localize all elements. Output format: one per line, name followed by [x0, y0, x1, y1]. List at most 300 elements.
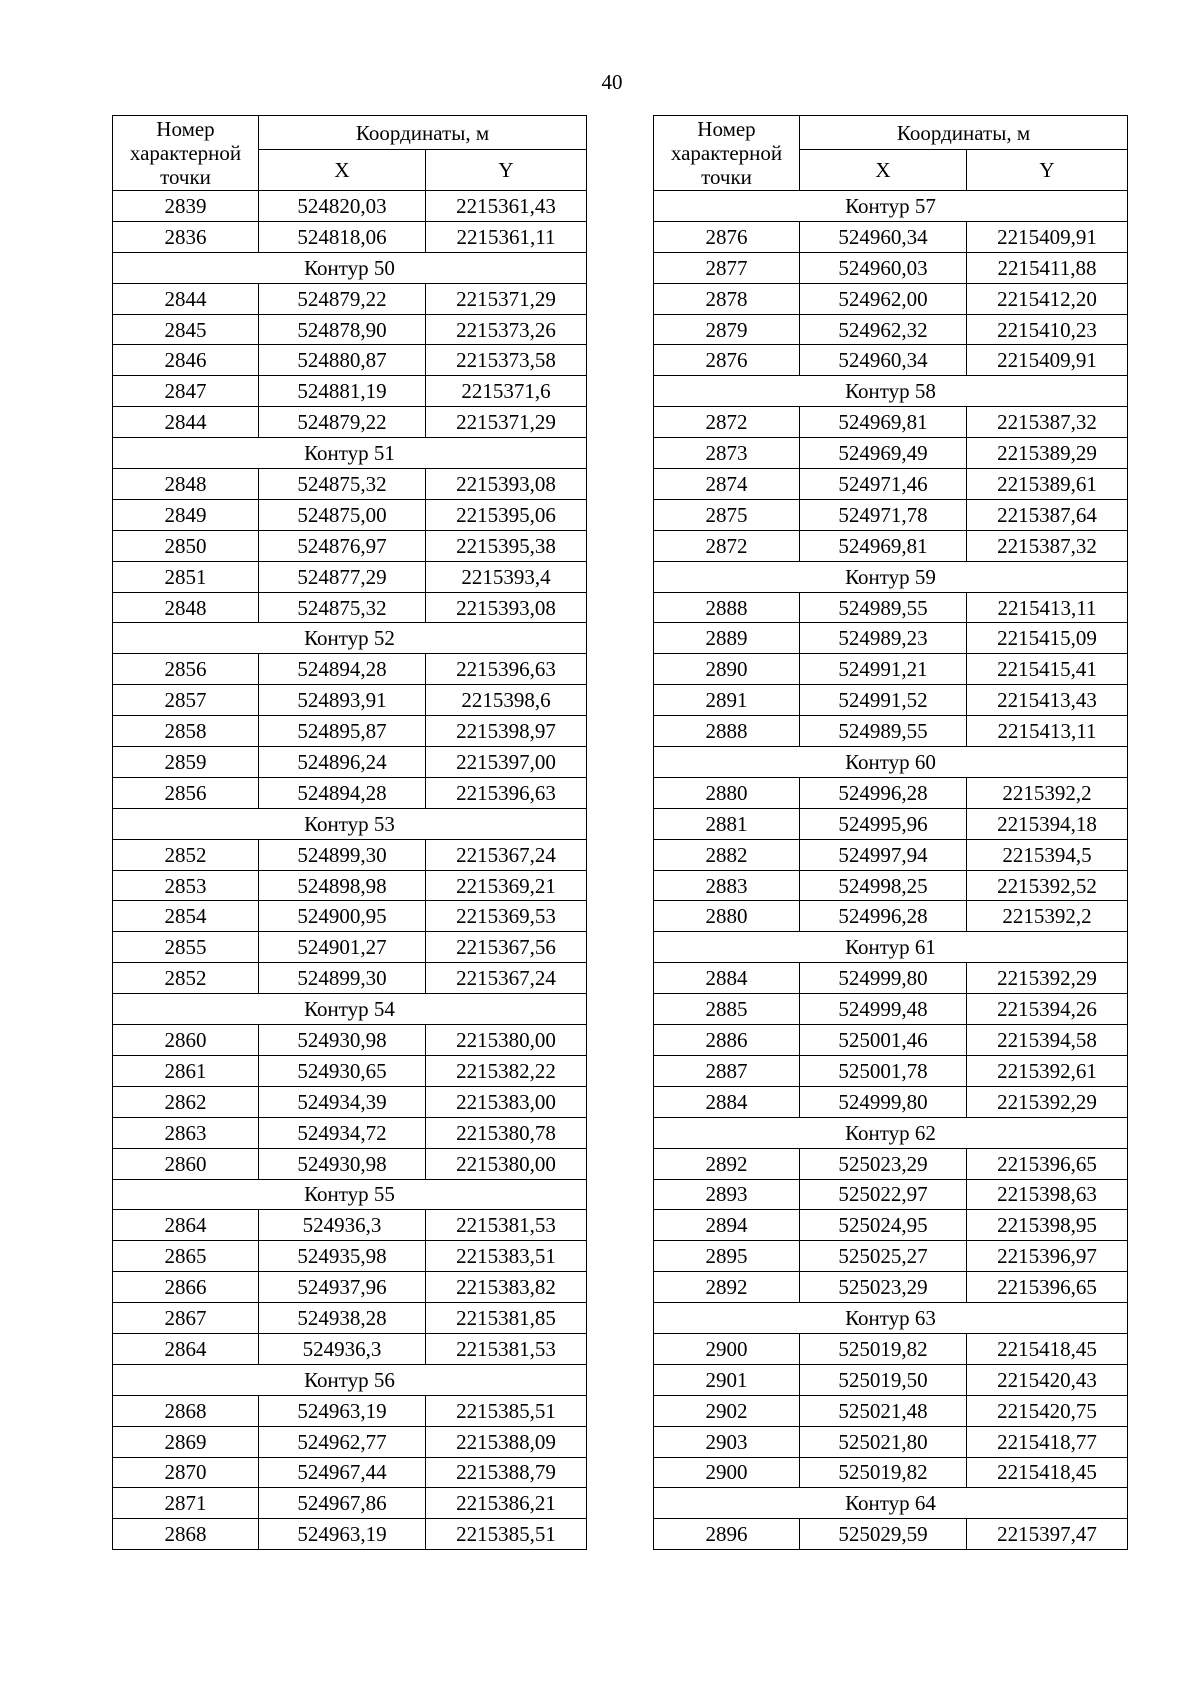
- x-coordinate: 524937,96: [259, 1272, 426, 1303]
- y-coordinate: 2215420,75: [967, 1395, 1128, 1426]
- point-number: 2849: [113, 499, 259, 530]
- point-number: 2894: [654, 1210, 800, 1241]
- x-coordinate: 524969,81: [800, 530, 967, 561]
- table-row: [113, 407, 587, 438]
- point-number: 2844: [113, 407, 259, 438]
- point-number: 2857: [113, 685, 259, 716]
- table-row: [654, 685, 1128, 716]
- point-number: 2902: [654, 1395, 800, 1426]
- contour-heading: Контур 60: [654, 747, 1128, 778]
- y-coordinate: 2215396,65: [967, 1148, 1128, 1179]
- x-coordinate: 524875,00: [259, 499, 426, 530]
- x-coordinate: 524967,44: [259, 1457, 426, 1488]
- table-row: [113, 1519, 587, 1550]
- point-number: 2856: [113, 654, 259, 685]
- table-row: [113, 1241, 587, 1272]
- contour-heading-row: [654, 747, 1128, 778]
- coordinates-table-right: [653, 115, 1128, 1550]
- point-number: 2888: [654, 592, 800, 623]
- y-coordinate: 2215381,53: [426, 1210, 587, 1241]
- contour-heading-row: [113, 808, 587, 839]
- contour-heading: Контур 61: [654, 932, 1128, 963]
- point-number: 2877: [654, 252, 800, 283]
- point-number: 2853: [113, 870, 259, 901]
- table-row: [654, 530, 1128, 561]
- x-coordinate: 524971,46: [800, 469, 967, 500]
- contour-heading: Контур 62: [654, 1117, 1128, 1148]
- x-coordinate: 525021,48: [800, 1395, 967, 1426]
- point-number: 2882: [654, 839, 800, 870]
- table-row: [654, 1519, 1128, 1550]
- table-row: [654, 839, 1128, 870]
- table-row: [654, 438, 1128, 469]
- table-row: [654, 716, 1128, 747]
- x-coordinate: 524895,87: [259, 716, 426, 747]
- x-coordinate: 524962,32: [800, 314, 967, 345]
- y-coordinate: 2215386,21: [426, 1488, 587, 1519]
- y-coordinate: 2215373,58: [426, 345, 587, 376]
- contour-heading-row: [654, 561, 1128, 592]
- table-row: [654, 963, 1128, 994]
- x-coordinate: 525023,29: [800, 1148, 967, 1179]
- y-coordinate: 2215396,63: [426, 777, 587, 808]
- y-coordinate: 2215412,20: [967, 283, 1128, 314]
- x-coordinate: 524971,78: [800, 499, 967, 530]
- point-number: 2893: [654, 1179, 800, 1210]
- contour-heading-row: [654, 1303, 1128, 1334]
- y-coordinate: 2215418,45: [967, 1333, 1128, 1364]
- x-coordinate: 524999,80: [800, 963, 967, 994]
- table-row: [654, 654, 1128, 685]
- header-x: X: [800, 150, 967, 191]
- contour-heading: Контур 63: [654, 1303, 1128, 1334]
- table-row: [654, 469, 1128, 500]
- x-coordinate: 524878,90: [259, 314, 426, 345]
- point-number: 2872: [654, 407, 800, 438]
- table-row: [113, 1272, 587, 1303]
- contour-heading: Контур 51: [113, 438, 587, 469]
- table-row: [113, 314, 587, 345]
- table-row: [654, 1148, 1128, 1179]
- table-row: [654, 314, 1128, 345]
- y-coordinate: 2215420,43: [967, 1364, 1128, 1395]
- x-coordinate: 524996,28: [800, 777, 967, 808]
- table-row: [113, 901, 587, 932]
- x-coordinate: 525023,29: [800, 1272, 967, 1303]
- x-coordinate: 524967,86: [259, 1488, 426, 1519]
- y-coordinate: 2215411,88: [967, 252, 1128, 283]
- table-row: [113, 685, 587, 716]
- y-coordinate: 2215398,6: [426, 685, 587, 716]
- y-coordinate: 2215385,51: [426, 1395, 587, 1426]
- y-coordinate: 2215413,11: [967, 592, 1128, 623]
- table-row: [113, 870, 587, 901]
- y-coordinate: 2215389,29: [967, 438, 1128, 469]
- x-coordinate: 524999,80: [800, 1086, 967, 1117]
- y-coordinate: 2215410,23: [967, 314, 1128, 345]
- point-number: 2854: [113, 901, 259, 932]
- y-coordinate: 2215394,18: [967, 808, 1128, 839]
- point-number: 2887: [654, 1055, 800, 1086]
- x-coordinate: 524991,52: [800, 685, 967, 716]
- table-row: [654, 499, 1128, 530]
- y-coordinate: 2215395,38: [426, 530, 587, 561]
- point-number: 2848: [113, 469, 259, 500]
- y-coordinate: 2215392,29: [967, 963, 1128, 994]
- point-number: 2839: [113, 191, 259, 222]
- x-coordinate: 524960,03: [800, 252, 967, 283]
- point-number: 2884: [654, 1086, 800, 1117]
- x-coordinate: 524991,21: [800, 654, 967, 685]
- table-row: [113, 1426, 587, 1457]
- contour-heading: Контур 54: [113, 994, 587, 1025]
- x-coordinate: 525025,27: [800, 1241, 967, 1272]
- table-row: [113, 1086, 587, 1117]
- table-row: [654, 1025, 1128, 1056]
- x-coordinate: 525001,46: [800, 1025, 967, 1056]
- point-number: 2885: [654, 994, 800, 1025]
- table-row: [113, 469, 587, 500]
- y-coordinate: 2215415,41: [967, 654, 1128, 685]
- y-coordinate: 2215380,00: [426, 1025, 587, 1056]
- x-coordinate: 524820,03: [259, 191, 426, 222]
- contour-heading-row: [654, 376, 1128, 407]
- point-number: 2868: [113, 1395, 259, 1426]
- table-row: [654, 623, 1128, 654]
- table-row: [654, 870, 1128, 901]
- x-coordinate: 524996,28: [800, 901, 967, 932]
- x-coordinate: 524896,24: [259, 747, 426, 778]
- y-coordinate: 2215369,21: [426, 870, 587, 901]
- x-coordinate: 524930,98: [259, 1148, 426, 1179]
- table-row: [654, 592, 1128, 623]
- x-coordinate: 524879,22: [259, 283, 426, 314]
- x-coordinate: 524995,96: [800, 808, 967, 839]
- y-coordinate: 2215369,53: [426, 901, 587, 932]
- y-coordinate: 2215382,22: [426, 1055, 587, 1086]
- y-coordinate: 2215413,43: [967, 685, 1128, 716]
- contour-heading: Контур 52: [113, 623, 587, 654]
- contour-heading-row: [113, 438, 587, 469]
- x-coordinate: 524934,39: [259, 1086, 426, 1117]
- x-coordinate: 524818,06: [259, 221, 426, 252]
- table-row: [654, 221, 1128, 252]
- point-number: 2861: [113, 1055, 259, 1086]
- point-number: 2870: [113, 1457, 259, 1488]
- point-number: 2872: [654, 530, 800, 561]
- contour-heading-row: [113, 252, 587, 283]
- point-number: 2888: [654, 716, 800, 747]
- point-number: 2900: [654, 1457, 800, 1488]
- point-number: 2901: [654, 1364, 800, 1395]
- x-coordinate: 524875,32: [259, 592, 426, 623]
- table-row: [113, 1210, 587, 1241]
- table-row: [654, 1210, 1128, 1241]
- y-coordinate: 2215381,85: [426, 1303, 587, 1334]
- y-coordinate: 2215392,52: [967, 870, 1128, 901]
- point-number: 2900: [654, 1333, 800, 1364]
- point-number: 2852: [113, 963, 259, 994]
- x-coordinate: 524900,95: [259, 901, 426, 932]
- y-coordinate: 2215387,32: [967, 530, 1128, 561]
- point-number: 2891: [654, 685, 800, 716]
- y-coordinate: 2215397,47: [967, 1519, 1128, 1550]
- x-coordinate: 525001,78: [800, 1055, 967, 1086]
- point-number: 2851: [113, 561, 259, 592]
- y-coordinate: 2215367,24: [426, 963, 587, 994]
- table-row: [113, 499, 587, 530]
- contour-heading-row: [113, 623, 587, 654]
- y-coordinate: 2215388,79: [426, 1457, 587, 1488]
- contour-heading-row: [654, 1488, 1128, 1519]
- point-number: 2874: [654, 469, 800, 500]
- table-row: [113, 376, 587, 407]
- table-row: [113, 932, 587, 963]
- x-coordinate: 524899,30: [259, 839, 426, 870]
- y-coordinate: 2215388,09: [426, 1426, 587, 1457]
- point-number: 2867: [113, 1303, 259, 1334]
- table-row: [113, 747, 587, 778]
- x-coordinate: 524999,48: [800, 994, 967, 1025]
- point-number: 2866: [113, 1272, 259, 1303]
- x-coordinate: 524963,19: [259, 1395, 426, 1426]
- table-row: [113, 1333, 587, 1364]
- x-coordinate: 524901,27: [259, 932, 426, 963]
- y-coordinate: 2215409,91: [967, 221, 1128, 252]
- table-row: [654, 1272, 1128, 1303]
- point-number: 2881: [654, 808, 800, 839]
- x-coordinate: 524894,28: [259, 777, 426, 808]
- x-coordinate: 524936,3: [259, 1210, 426, 1241]
- table-row: [113, 1488, 587, 1519]
- y-coordinate: 2215396,97: [967, 1241, 1128, 1272]
- point-number: 2880: [654, 777, 800, 808]
- contour-heading: Контур 57: [654, 191, 1128, 222]
- header-y: Y: [426, 150, 587, 191]
- x-coordinate: 524989,23: [800, 623, 967, 654]
- x-coordinate: 524935,98: [259, 1241, 426, 1272]
- table-row: [113, 1055, 587, 1086]
- y-coordinate: 2215361,43: [426, 191, 587, 222]
- y-coordinate: 2215394,26: [967, 994, 1128, 1025]
- point-number: 2860: [113, 1025, 259, 1056]
- contour-heading-row: [654, 932, 1128, 963]
- table-row: [654, 1086, 1128, 1117]
- x-coordinate: 524875,32: [259, 469, 426, 500]
- contour-heading: Контур 53: [113, 808, 587, 839]
- point-number: 2883: [654, 870, 800, 901]
- table-row: [654, 1457, 1128, 1488]
- contour-heading-row: [654, 191, 1128, 222]
- y-coordinate: 2215385,51: [426, 1519, 587, 1550]
- x-coordinate: 524963,19: [259, 1519, 426, 1550]
- contour-heading: Контур 56: [113, 1364, 587, 1395]
- x-coordinate: 525024,95: [800, 1210, 967, 1241]
- y-coordinate: 2215394,58: [967, 1025, 1128, 1056]
- point-number: 2859: [113, 747, 259, 778]
- point-number: 2844: [113, 283, 259, 314]
- point-number: 2890: [654, 654, 800, 685]
- y-coordinate: 2215413,11: [967, 716, 1128, 747]
- table-row: [113, 1395, 587, 1426]
- table-row: [113, 1025, 587, 1056]
- y-coordinate: 2215371,29: [426, 283, 587, 314]
- table-row: [113, 345, 587, 376]
- header-coordinates: Координаты, м: [800, 116, 1128, 150]
- table-row: [113, 1117, 587, 1148]
- y-coordinate: 2215398,97: [426, 716, 587, 747]
- point-number: 2858: [113, 716, 259, 747]
- y-coordinate: 2215395,06: [426, 499, 587, 530]
- x-coordinate: 525019,82: [800, 1457, 967, 1488]
- header-x: X: [259, 150, 426, 191]
- table-row: [654, 1241, 1128, 1272]
- point-number: 2871: [113, 1488, 259, 1519]
- point-number: 2863: [113, 1117, 259, 1148]
- table-row: [113, 191, 587, 222]
- y-coordinate: 2215373,26: [426, 314, 587, 345]
- table-row: [654, 283, 1128, 314]
- y-coordinate: 2215389,61: [967, 469, 1128, 500]
- point-number: 2892: [654, 1148, 800, 1179]
- x-coordinate: 524894,28: [259, 654, 426, 685]
- table-row: [113, 777, 587, 808]
- point-number: 2868: [113, 1519, 259, 1550]
- y-coordinate: 2215393,08: [426, 592, 587, 623]
- point-number: 2895: [654, 1241, 800, 1272]
- point-number: 2903: [654, 1426, 800, 1457]
- y-coordinate: 2215393,08: [426, 469, 587, 500]
- point-number: 2836: [113, 221, 259, 252]
- y-coordinate: 2215398,63: [967, 1179, 1128, 1210]
- header-point-number: Номер характерной точки: [654, 116, 800, 191]
- x-coordinate: 524969,49: [800, 438, 967, 469]
- y-coordinate: 2215392,61: [967, 1055, 1128, 1086]
- table-row: [113, 963, 587, 994]
- x-coordinate: 525022,97: [800, 1179, 967, 1210]
- contour-heading: Контур 55: [113, 1179, 587, 1210]
- point-number: 2860: [113, 1148, 259, 1179]
- point-number: 2856: [113, 777, 259, 808]
- y-coordinate: 2215418,77: [967, 1426, 1128, 1457]
- page-number: 40: [601, 70, 623, 94]
- y-coordinate: 2215392,2: [967, 777, 1128, 808]
- contour-heading-row: [654, 1117, 1128, 1148]
- x-coordinate: 525019,82: [800, 1333, 967, 1364]
- table-row: [113, 530, 587, 561]
- point-number: 2876: [654, 221, 800, 252]
- point-number: 2846: [113, 345, 259, 376]
- x-coordinate: 524960,34: [800, 345, 967, 376]
- point-number: 2880: [654, 901, 800, 932]
- table-row: [654, 1179, 1128, 1210]
- table-row: [654, 994, 1128, 1025]
- x-coordinate: 525029,59: [800, 1519, 967, 1550]
- y-coordinate: 2215392,29: [967, 1086, 1128, 1117]
- x-coordinate: 524879,22: [259, 407, 426, 438]
- contour-heading-row: [113, 994, 587, 1025]
- y-coordinate: 2215381,53: [426, 1333, 587, 1364]
- table-row: [113, 1457, 587, 1488]
- y-coordinate: 2215371,6: [426, 376, 587, 407]
- y-coordinate: 2215394,5: [967, 839, 1128, 870]
- header-coordinates: Координаты, м: [259, 116, 587, 150]
- x-coordinate: 524877,29: [259, 561, 426, 592]
- y-coordinate: 2215367,24: [426, 839, 587, 870]
- point-number: 2869: [113, 1426, 259, 1457]
- y-coordinate: 2215396,65: [967, 1272, 1128, 1303]
- point-number: 2873: [654, 438, 800, 469]
- x-coordinate: 525019,50: [800, 1364, 967, 1395]
- table-row: [654, 901, 1128, 932]
- point-number: 2879: [654, 314, 800, 345]
- y-coordinate: 2215387,64: [967, 499, 1128, 530]
- point-number: 2850: [113, 530, 259, 561]
- contour-heading: Контур 50: [113, 252, 587, 283]
- x-coordinate: 524936,3: [259, 1333, 426, 1364]
- point-number: 2845: [113, 314, 259, 345]
- x-coordinate: 524930,65: [259, 1055, 426, 1086]
- x-coordinate: 524930,98: [259, 1025, 426, 1056]
- y-coordinate: 2215380,00: [426, 1148, 587, 1179]
- y-coordinate: 2215387,32: [967, 407, 1128, 438]
- table-row: [654, 777, 1128, 808]
- x-coordinate: 524962,00: [800, 283, 967, 314]
- x-coordinate: 524893,91: [259, 685, 426, 716]
- table-row: [654, 1395, 1128, 1426]
- x-coordinate: 524934,72: [259, 1117, 426, 1148]
- x-coordinate: 524989,55: [800, 592, 967, 623]
- point-number: 2884: [654, 963, 800, 994]
- header-point-number: Номер характерной точки: [113, 116, 259, 191]
- y-coordinate: 2215397,00: [426, 747, 587, 778]
- x-coordinate: 524876,97: [259, 530, 426, 561]
- y-coordinate: 2215383,00: [426, 1086, 587, 1117]
- y-coordinate: 2215396,63: [426, 654, 587, 685]
- y-coordinate: 2215392,2: [967, 901, 1128, 932]
- x-coordinate: 524997,94: [800, 839, 967, 870]
- x-coordinate: 524962,77: [259, 1426, 426, 1457]
- point-number: 2876: [654, 345, 800, 376]
- point-number: 2864: [113, 1333, 259, 1364]
- table-row: [113, 839, 587, 870]
- point-number: 2855: [113, 932, 259, 963]
- coordinates-table-left: [112, 115, 587, 1550]
- y-coordinate: 2215398,95: [967, 1210, 1128, 1241]
- table-row: [113, 654, 587, 685]
- point-number: 2847: [113, 376, 259, 407]
- x-coordinate: 524880,87: [259, 345, 426, 376]
- point-number: 2889: [654, 623, 800, 654]
- y-coordinate: 2215371,29: [426, 407, 587, 438]
- table-row: [654, 1364, 1128, 1395]
- point-number: 2878: [654, 283, 800, 314]
- point-number: 2864: [113, 1210, 259, 1241]
- point-number: 2892: [654, 1272, 800, 1303]
- table-row: [113, 592, 587, 623]
- x-coordinate: 524899,30: [259, 963, 426, 994]
- contour-heading: Контур 64: [654, 1488, 1128, 1519]
- table-row: [654, 1426, 1128, 1457]
- table-row: [113, 1148, 587, 1179]
- x-coordinate: 524938,28: [259, 1303, 426, 1334]
- point-number: 2875: [654, 499, 800, 530]
- table-row: [113, 1303, 587, 1334]
- table-row: [654, 252, 1128, 283]
- y-coordinate: 2215418,45: [967, 1457, 1128, 1488]
- y-coordinate: 2215393,4: [426, 561, 587, 592]
- point-number: 2848: [113, 592, 259, 623]
